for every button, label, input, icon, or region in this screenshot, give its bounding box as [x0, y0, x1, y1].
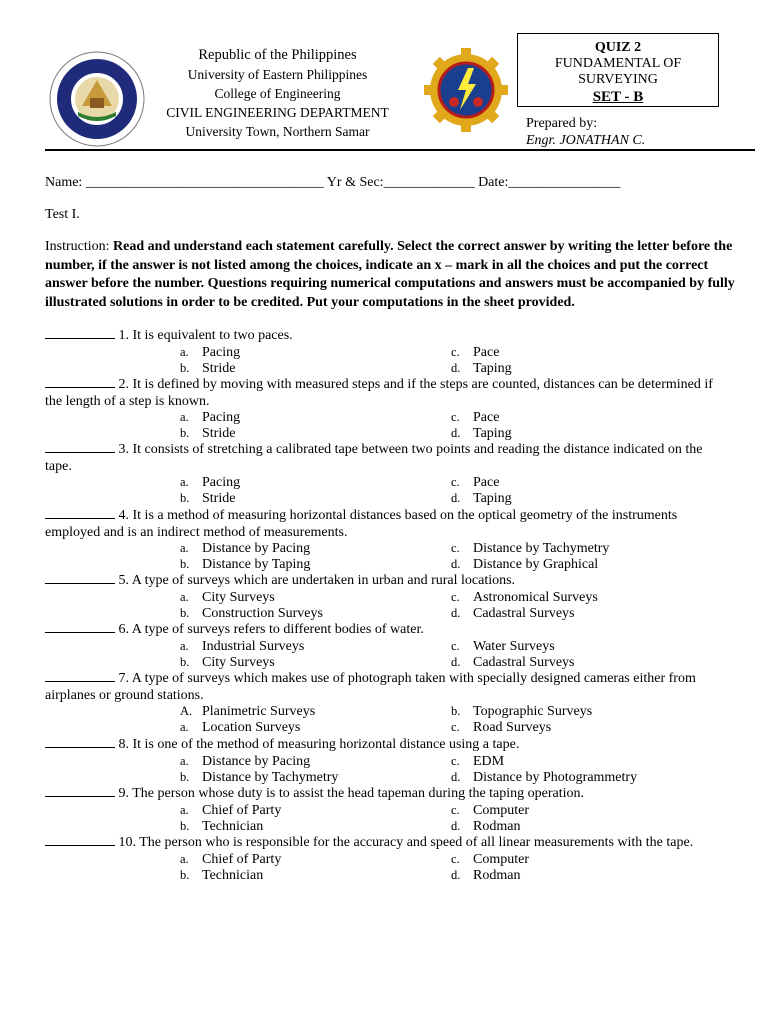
choice-letter: d.: [451, 557, 461, 572]
choice-item: [180, 605, 323, 622]
choice-letter: b.: [180, 867, 190, 882]
choice-letter: b.: [180, 769, 190, 784]
choice-text: Chief of Party: [202, 802, 282, 818]
answer-blank[interactable]: [45, 736, 115, 748]
question-text: 7. A type of surveys which makes use of photograph taken with specially designed cameras either from: [115, 671, 696, 686]
choice-letter: b.: [180, 818, 190, 833]
choice-item: [180, 589, 275, 606]
choice-item: [180, 769, 338, 786]
instruction-text: Read and understand each statement carefully. Select the correct answer by writing the letter before the number, if the answer is not listed among the choices, indicate an x – mark in all the choices and put the correct answer before the number. Questions requiring numerical computations and answers must be accompanied by fully illustrated solutions in order to be credited. Put your computations in the sheet provided.: [45, 239, 735, 310]
answer-blank[interactable]: [45, 621, 115, 633]
question-text-continued: employed and is an indirect method of measurements.: [45, 524, 348, 540]
choice-letter: c.: [451, 475, 460, 489]
choice-letter: c.: [451, 851, 460, 866]
choice-letter: c.: [451, 753, 460, 768]
choice-text: Astronomical Surveys: [473, 589, 598, 605]
choice-letter: b.: [451, 704, 461, 718]
choice-letter: c.: [451, 410, 460, 424]
choice-item: [180, 638, 304, 655]
choice-item: [451, 851, 529, 868]
choice-text: Distance by Pacing: [202, 753, 311, 769]
question-text: 10. The person who is responsible for the accuracy and speed of all linear measurements with the tape.: [115, 835, 694, 850]
choice-letter: b.: [180, 426, 190, 441]
choice-item: [180, 474, 240, 491]
choice-item: [451, 360, 512, 377]
answer-blank[interactable]: [45, 572, 115, 584]
choice-letter: a.: [180, 638, 189, 653]
question-text: 2. It is defined by moving with measured steps and if the steps are counted, distances can be determined if: [115, 377, 713, 392]
choice-letter: c.: [451, 720, 460, 735]
question-2: [45, 376, 735, 410]
choice-letter: a.: [180, 410, 189, 424]
choice-text: Taping: [473, 426, 512, 442]
choice-letter: d.: [451, 426, 461, 441]
question-text-continued: tape.: [45, 458, 72, 474]
choice-item: [180, 344, 240, 361]
choice-letter: a.: [180, 344, 189, 359]
choice-item: [451, 474, 499, 491]
choice-letter: c.: [451, 802, 460, 817]
engineering-gear-logo: [422, 46, 510, 134]
choice-letter: d.: [451, 818, 461, 833]
choice-letter: c.: [451, 541, 460, 555]
choice-item: [180, 851, 281, 868]
choice-text: Distance by Tachymetry: [202, 769, 339, 785]
choice-letter: c.: [451, 638, 460, 653]
choice-item: [451, 769, 637, 786]
choice-text: Chief of Party: [202, 851, 282, 867]
question-3: [45, 441, 735, 475]
prepared-by: [526, 115, 645, 149]
choice-letter: a.: [180, 753, 189, 768]
choice-letter: d.: [451, 605, 461, 620]
choice-item: [180, 654, 275, 671]
answer-blank[interactable]: [45, 834, 115, 846]
choice-letter: a.: [180, 802, 189, 817]
header-divider: [45, 149, 755, 151]
choice-item: [180, 753, 310, 770]
choice-text: Cadastral Surveys: [473, 654, 575, 670]
choice-item: [451, 556, 598, 573]
instruction-paragraph: [45, 238, 735, 312]
choice-letter: b.: [180, 491, 190, 506]
choice-item: [451, 540, 609, 557]
choice-item: [180, 719, 300, 736]
choice-item: [451, 344, 499, 361]
choice-item: [451, 638, 555, 655]
choice-text: Distance by Taping: [202, 557, 311, 573]
choice-letter: c.: [451, 344, 460, 359]
choice-item: [180, 425, 235, 442]
choice-text: Distance by Graphical: [473, 557, 599, 573]
question-text: 8. It is one of the method of measuring horizontal distance using a tape.: [115, 737, 520, 752]
quiz-info-box: [517, 33, 719, 107]
choice-text: Road Surveys: [473, 720, 552, 736]
choice-letter: a.: [180, 541, 189, 555]
question-1: [45, 327, 735, 345]
choice-item: [451, 589, 598, 606]
choice-item: [180, 703, 315, 720]
choice-text: Stride: [202, 491, 236, 507]
question-7: [45, 670, 735, 704]
quiz-title: QUIZ 2: [594, 40, 642, 55]
choice-letter: a.: [180, 851, 189, 866]
choice-text: Location Surveys: [202, 720, 301, 736]
choice-text: Pacing: [202, 475, 241, 490]
choice-letter: d.: [451, 654, 461, 669]
choice-letter: c.: [451, 589, 460, 604]
choice-letter: a.: [180, 720, 189, 735]
choice-letter: A.: [180, 704, 193, 718]
choice-text: Planimetric Surveys: [202, 704, 316, 719]
question-text: 6. A type of surveys refers to different bodies of water.: [115, 622, 424, 637]
choice-letter: b.: [180, 605, 190, 620]
choice-letter: d.: [451, 360, 461, 375]
choice-text: Cadastral Surveys: [473, 605, 575, 621]
choice-text: Pace: [473, 410, 500, 425]
choice-item: [451, 490, 512, 507]
question-5: [45, 572, 735, 590]
prepared-label: Prepared by:: [526, 116, 598, 131]
choice-item: [180, 802, 281, 819]
choice-item: [180, 867, 263, 884]
question-text-continued: the length of a step is known.: [45, 393, 210, 409]
choice-letter: b.: [180, 360, 190, 375]
choice-letter: d.: [451, 769, 461, 784]
choice-text: Construction Surveys: [202, 605, 323, 621]
student-info-fields: Name: __________________________________ Yr & Sec:_____________ Date:________________: [45, 175, 621, 190]
answer-blank[interactable]: [45, 441, 115, 453]
question-text: 4. It is a method of measuring horizontal distances based on the optical geometry of the instruments: [115, 508, 678, 523]
header-republic: Republic of the Philippines: [198, 47, 357, 63]
choice-text: Rodman: [473, 867, 521, 883]
choice-text: Stride: [202, 360, 236, 376]
choice-text: Computer: [473, 802, 529, 818]
question-text-continued: airplanes or ground stations.: [45, 687, 204, 703]
choice-item: [180, 409, 240, 426]
choice-text: Pacing: [202, 344, 241, 360]
university-seal-logo: [48, 50, 146, 148]
choice-text: Stride: [202, 426, 236, 442]
choice-letter: b.: [180, 654, 190, 669]
header-university: University of Eastern Philippines: [187, 67, 368, 82]
prepared-name: Engr. JONATHAN C.: [526, 133, 646, 148]
header-department: CIVIL ENGINEERING DEPARTMENT: [166, 105, 389, 120]
choice-item: [180, 490, 235, 507]
choice-text: Distance by Tachymetry: [473, 541, 610, 556]
choice-text: Topographic Surveys: [473, 704, 593, 719]
question-text: 9. The person whose duty is to assist the head tapeman during the taping operation.: [115, 786, 585, 801]
header-address: University Town, Northern Samar: [185, 124, 370, 139]
quiz-subject-line2: SURVEYING: [578, 72, 658, 87]
question-10: [45, 834, 735, 852]
choice-item: [451, 703, 592, 720]
answer-blank[interactable]: [45, 327, 115, 339]
choice-item: [451, 802, 529, 819]
choice-text: City Surveys: [202, 589, 275, 605]
choice-item: [451, 719, 551, 736]
choice-item: [451, 654, 574, 671]
choice-text: Technician: [202, 867, 264, 883]
header-college: College of Engineering: [214, 86, 341, 101]
choice-text: Pace: [473, 344, 500, 360]
choice-item: [180, 556, 310, 573]
choice-letter: a.: [180, 589, 189, 604]
question-4: [45, 507, 735, 541]
choice-item: [180, 360, 235, 377]
choice-text: City Surveys: [202, 654, 275, 670]
choice-text: Distance by Pacing: [202, 541, 311, 556]
choice-text: Pace: [473, 475, 500, 490]
choice-item: [180, 818, 263, 835]
choice-letter: a.: [180, 475, 189, 489]
choice-text: Taping: [473, 360, 512, 376]
choice-letter: d.: [451, 491, 461, 506]
question-9: [45, 785, 735, 803]
answer-blank[interactable]: [45, 670, 115, 682]
question-text: 1. It is equivalent to two paces.: [115, 328, 293, 343]
choice-text: EDM: [473, 753, 505, 769]
choice-text: Pacing: [202, 410, 241, 425]
answer-blank[interactable]: [45, 376, 115, 388]
quiz-set: SET - B: [592, 89, 644, 105]
choice-item: [451, 409, 499, 426]
choice-item: [451, 605, 574, 622]
choice-item: [451, 425, 512, 442]
instruction-label: Instruction:: [45, 239, 114, 254]
answer-blank[interactable]: [45, 507, 115, 519]
choice-item: [451, 753, 504, 770]
answer-blank[interactable]: [45, 785, 115, 797]
choice-text: Water Surveys: [473, 638, 555, 654]
test-label: Test I.: [45, 207, 80, 222]
choice-text: Taping: [473, 491, 512, 507]
choice-text: Distance by Photogrammetry: [473, 769, 638, 785]
choice-text: Industrial Surveys: [202, 638, 305, 654]
choice-letter: d.: [451, 867, 461, 882]
question-text: 3. It consists of stretching a calibrated tape between two points and reading the distance indicated on the: [115, 442, 703, 457]
choice-text: Technician: [202, 818, 264, 834]
choice-item: [451, 818, 520, 835]
question-text: 5. A type of surveys which are undertaken in urban and rural locations.: [115, 573, 516, 588]
school-header: [150, 46, 405, 141]
question-8: [45, 736, 735, 754]
quiz-subject-line1: FUNDAMENTAL OF: [554, 56, 682, 71]
choice-text: Computer: [473, 851, 529, 867]
choice-item: [451, 867, 520, 884]
choice-letter: b.: [180, 557, 190, 572]
choice-text: Rodman: [473, 818, 521, 834]
question-6: [45, 621, 735, 639]
choice-item: [180, 540, 310, 557]
